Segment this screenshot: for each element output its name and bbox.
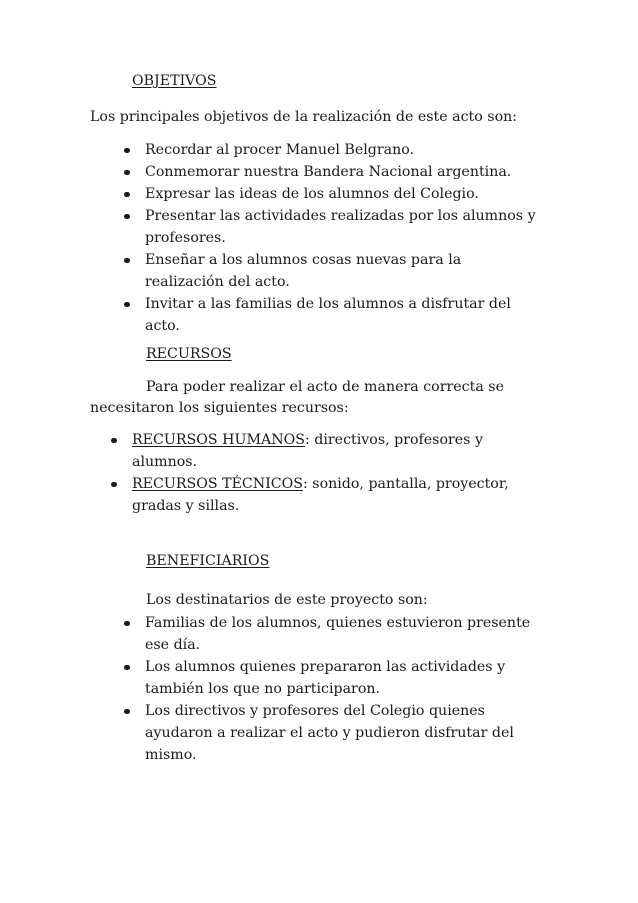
objetivos-heading: OBJETIVOS bbox=[132, 73, 217, 89]
list-item: Presentar las actividades realizadas por los alumnos y profesores. bbox=[124, 205, 544, 249]
list-item: Expresar las ideas de los alumnos del Colegio. bbox=[124, 183, 544, 205]
recursos-intro-line2: necesitaron los siguientes recursos: bbox=[90, 400, 349, 416]
recursos-humanos-text: : directivos, profesores y alumnos. bbox=[132, 432, 483, 470]
list-item: Enseñar a los alumnos cosas nuevas para la realización del acto. bbox=[124, 249, 544, 293]
recursos-tecnicos-text: : sonido, pantalla, proyector, gradas y sillas. bbox=[132, 476, 509, 514]
list-item: Conmemorar nuestra Bandera Nacional argentina. bbox=[124, 161, 544, 183]
list-item bbox=[111, 429, 521, 473]
recursos-heading: RECURSOS bbox=[146, 346, 232, 362]
list-item: Los directivos y profesores del Colegio quienes ayudaron a realizar el acto y pudieron disfrutar del mismo. bbox=[124, 700, 544, 766]
recursos-intro-line1: Para poder realizar el acto de manera correcta se bbox=[146, 379, 504, 395]
list-item: Los alumnos quienes prepararon las actividades y también los que no participaron. bbox=[124, 656, 544, 700]
beneficiarios-heading: BENEFICIARIOS bbox=[146, 553, 270, 569]
objetivos-intro: Los principales objetivos de la realización de este acto son: bbox=[90, 109, 518, 125]
list-item: Invitar a las familias de los alumnos a disfrutar del acto. bbox=[124, 293, 544, 337]
beneficiarios-intro: Los destinatarios de este proyecto son: bbox=[146, 592, 428, 608]
beneficiarios-list bbox=[124, 612, 544, 766]
list-item: Recordar al procer Manuel Belgrano. bbox=[124, 139, 544, 161]
list-item: Familias de los alumnos, quienes estuvieron presente ese día. bbox=[124, 612, 544, 656]
recursos-list bbox=[111, 429, 521, 517]
recursos-tecnicos-label: RECURSOS TÉCNICOS bbox=[132, 476, 304, 492]
objetivos-list bbox=[124, 139, 544, 337]
recursos-humanos-label: RECURSOS HUMANOS bbox=[132, 432, 305, 448]
list-item bbox=[111, 473, 521, 517]
